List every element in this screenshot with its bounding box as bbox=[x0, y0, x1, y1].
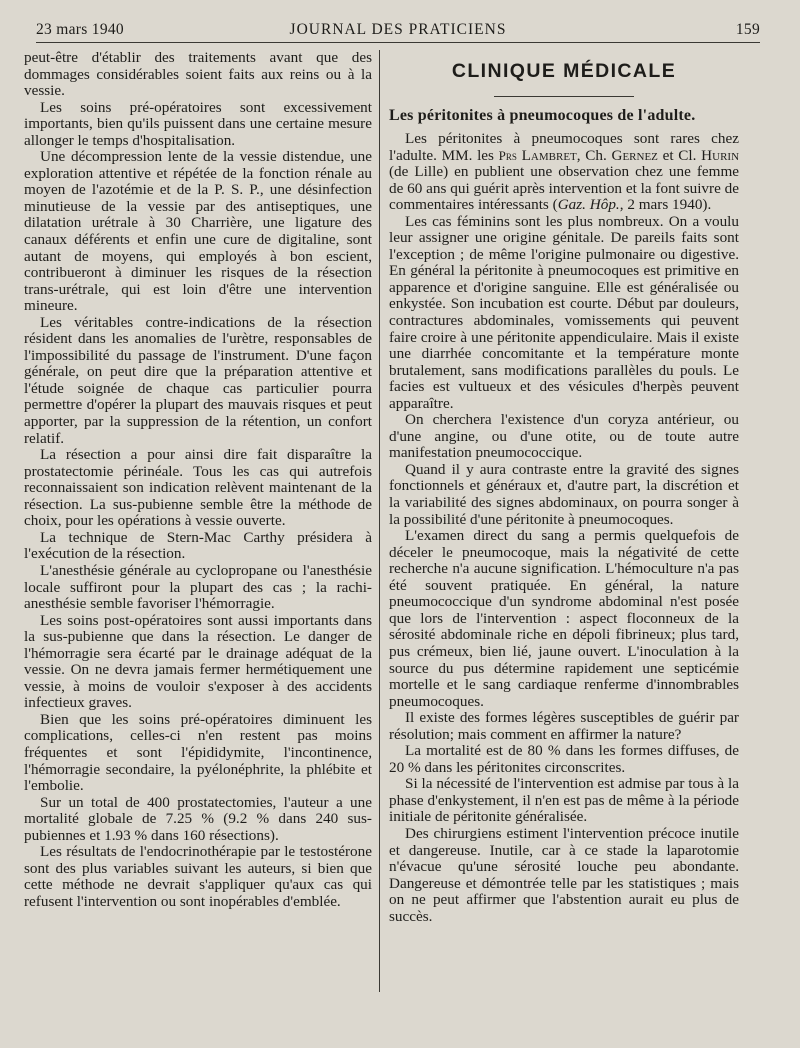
right-paragraph-6: La mortalité est de 80 % dans les formes diffuses, de 20 % dans les péritonites circonscrites. bbox=[389, 742, 739, 776]
author-hurin: Hurin bbox=[701, 146, 740, 164]
left-paragraph-4: Les véritables contre-indications de la résection résident dans les anomalies de l'urètre, responsables de l'impossibilité du passage de l'instrument. D'une façon générale, on peut dire que la préparation attentive et l'étude soignée de chaque cas particulier pourra permettre d'opérer la plupart des mauvais risques et peut apporter, par la suppression de la rétention, un confort relatif. bbox=[24, 313, 372, 447]
intro-sep-1: , Ch. bbox=[576, 146, 612, 164]
column-divider bbox=[379, 50, 380, 992]
left-paragraph-1: peut-être d'établir des traitements avant que des dommages considérables soient faits aux reins ou à la vessie. bbox=[24, 49, 372, 100]
intro-text-3: , 2 mars 1940). bbox=[619, 196, 712, 214]
left-column bbox=[24, 50, 372, 910]
left-paragraph-7: L'anesthésie générale au cyclopropane ou l'anesthésie locale suffiront pour la plupart des cas ; la rachi-anesthésie semble favoriser l'hémorragie. bbox=[24, 561, 372, 613]
header-date: 23 mars 1940 bbox=[36, 21, 124, 38]
section-title: CLINIQUE MÉDICALE bbox=[451, 60, 677, 82]
article-title: Les péritonites à pneumocoques de l'adulte. bbox=[389, 107, 696, 124]
left-paragraph-9: Bien que les soins pré-opératoires diminuent les complications, celles-ci n'en restent pas moins fréquentes et sont l'épididymite, l'incontinence, l'hémorragie secondaire, la pyélonéphrite, la phlébite et l'embolie. bbox=[24, 710, 372, 795]
intro-citation: Gaz. Hôp. bbox=[557, 196, 620, 214]
right-paragraph-5: Il existe des formes légères susceptibles de guérir par résolution; mais comment en affirmer la nature? bbox=[389, 709, 739, 743]
right-paragraph-3: Quand il y aura contraste entre la gravité des signes fonctionnels et généraux et, d'autre part, la discrétion et la variabilité des signes abdominaux, on pourra songer à la possibilité d'une péritonite à pneumocoques. bbox=[389, 460, 739, 528]
intro-professors-abbrev: Prs bbox=[498, 147, 517, 163]
right-paragraph-7: Si la nécessité de l'intervention est admise par tous à la phase d'enkystement, il n'en est pas de même à la période initiale de péritonite généralisée. bbox=[389, 775, 739, 826]
author-gernez: Gernez bbox=[611, 146, 658, 164]
left-paragraph-11: Les résultats de l'endocrinothérapie par le testostérone sont des plus variables suivant les auteurs, si bien que cette méthode ne devrait s'appliquer qu'aux cas qui refusent l'intervention ou sont inopérables d'emblée. bbox=[24, 843, 372, 910]
right-paragraph-2: On cherchera l'existence d'un coryza antérieur, ou d'une angine, ou d'une otite, ou de toute autre manifestation pneumococcique. bbox=[389, 411, 739, 462]
header-page-number: 159 bbox=[735, 21, 760, 38]
left-paragraph-8: Les soins post-opératoires sont aussi importants dans la sus-pubienne que dans la résection. Le danger de l'hémorragie sera écarté par le drainage adéquat de la vessie. On ne devra jamais fermer hermétiquement une vessie, à moins de vouloir s'exposer à des accidents infectieux graves. bbox=[24, 611, 372, 712]
author-lambret: Lambret bbox=[521, 146, 577, 164]
intro-text-2: (de Lille) en publient une observation chez une femme de 60 ans qui guérit après intervention et la font suivre de commentaires intéressants ( bbox=[389, 163, 739, 214]
right-column bbox=[389, 50, 739, 925]
right-paragraph-4: L'examen direct du sang a permis quelquefois de déceler le pneumocoque, mais la négativité de cette recherche n'a aucune signification. L'hémoculture n'a pas été souvent pratiquée. En général, la nature pneumococcique d'un syndrome abdominal n'est posée que lors de l'intervention : aspect floconneux de la sérosité abdominale riche en dépoli fibrineux; plus tard, pus crémeux, bien lié, jaune ouvert. L'inoculation à la source du pus détermine rapidement une septicémie mortelle et le sang cardiaque renferme d'innombrables pneumocoques. bbox=[389, 527, 739, 710]
section-title-rule bbox=[494, 96, 634, 97]
left-paragraph-5: La résection a pour ainsi dire fait disparaître la prostatectomie périnéale. Tous les cas qui autrefois reconnaissaient son indication relèvent maintenant de la résection. La sus-pubienne semble être la méthode de choix, pour les opérations à vessie ouverte. bbox=[24, 446, 372, 530]
intro-text-1: Les péritonites à pneumocoques sont rares chez l'adulte. MM. les bbox=[389, 130, 739, 164]
right-paragraph-8: Des chirurgiens estiment l'intervention précoce inutile et dangereuse. Inutile, car à ce stade la laparotomie n'évacue qu'une sérosité louche peu abondante. Dangereuse et démontrée telle par les statistiques ; mais on ne peut affirmer que l'abstention aurait eu plus de succès. bbox=[389, 824, 739, 925]
left-paragraph-6: La technique de Stern-Mac Carthy présidera à l'exécution de la résection. bbox=[24, 528, 372, 563]
left-paragraph-2: Les soins pré-opératoires sont excessivement importants, bien qu'ils puissent dans une certaine mesure allonger le temps d'hospitalisation. bbox=[24, 98, 372, 149]
right-paragraph-1: Les cas féminins sont les plus nombreux. On a voulu leur assigner une origine génitale. De pareils faits sont l'exception ; de même l'origine pulmonaire ou digestive. En général la péritonite à pneumocoques est primitive en apparence et d'origine sanguine. Elle est généralisée ou enkystée. Son incubation est courte. Début par douleurs, contractures abdominales, vomissements qui peuvent faire croire à une péritonite appendiculaire. Mais il existe une diarrhée concomitante et la température monte brutalement, sans modifications parallèles du pouls. Le facies est vultueux et des vésicules d'herpès peuvent apparaître. bbox=[389, 212, 739, 412]
left-paragraph-10: Sur un total de 400 prostatectomies, l'auteur a une mortalité globale de 7.25 % (9.2 % dans 240 sus-pubiennes et 1.93 % dans 160 résections). bbox=[24, 793, 372, 844]
page-header bbox=[36, 18, 760, 43]
intro-sep-2: et Cl. bbox=[657, 146, 702, 164]
left-paragraph-3: Une décompression lente de la vessie distendue, une exploration attentive et répétée de la fonction rénale au moyen de l'azotémie et de la P. S. P., une désinfection minutieuse de la vessie par des antiseptiques, une dilatation urétrale à 30 Charrière, une ligature des canaux déférents et enfin une cure de digitaline, sont autant de moyens, qui employés à bon escient, contribueront à diminuer les risques de la résection trans-urétrale, qui est loin d'être une intervention mineure. bbox=[24, 148, 372, 315]
header-journal-title: JOURNAL DES PRATICIENS bbox=[289, 21, 507, 38]
article-intro-paragraph bbox=[389, 131, 739, 214]
